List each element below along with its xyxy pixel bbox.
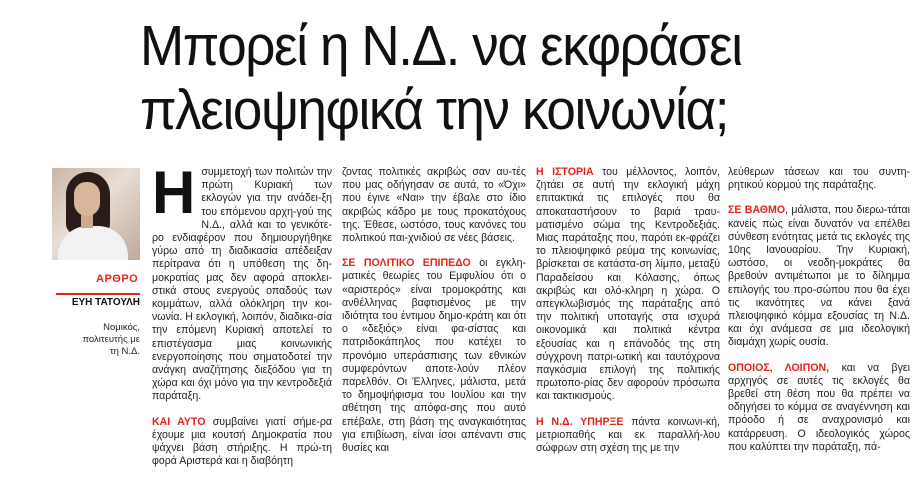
headline-line-1: Μπορεί η Ν.Δ. να εκφράσει — [140, 14, 742, 78]
paragraph: Η ΙΣΤΟΡΙΑ του μέλλοντος, λοιπόν, ζητάει σε αυτή την εκλογική μάχη επιτακτικά τις επιλογές που θα αποκαταστήσουν το βαριά τραυ-ματισμένο σώμα της Κεντροδεξιάς. Μιας παράταξης που, παρότι εκ-φράζει το πλειοψηφικό ρεύμα της κοινωνίας, βρίσκεται σε κατάστα-ση λίμπο, μεταξύ Παραδείσου και Κόλασης, όπως ακριβώς και ολό-κληρη η χώρα. Ο απεγκλωβισμός της παράταξης από την πολιτική υποταγής στα ισχυρά οικονομικά και πολιτικά κέντρα εξουσίας και η επάνοδός της στη σύγχρονη πατρι-ωτική και ταυτόχρονα παγκόσμια επιλογή της πολιτικής πρωτοπο-ρίας δεν αφορούν πρόσωπα και τακτικισμούς. — [536, 166, 720, 403]
paragraph: λεύθερων τάσεων και του συντη-ρητικού κορμού της παράταξης. — [728, 166, 910, 192]
paragraph-lead: ΣΕ ΠΟΛΙΤΙΚΟ ΕΠΙΠΕΔΟ — [342, 257, 471, 270]
article-column-3 — [536, 166, 720, 455]
headline-line-2: πλειοψηφικά την κοινωνία; — [140, 78, 729, 142]
paragraph: Η Ν.Δ. ΥΠΗΡΞΕ πάντα κοινωνι-κή, μετριοπαθής και εκ παραλλή-λου σώφρων στη σχέση της με την — [536, 415, 720, 455]
paragraph-lead: ΚΑΙ ΑΥΤΟ — [152, 415, 206, 428]
paragraph: Ησυμμετοχή των πολιτών την πρώτη Κυριακή των εκλογών για την ανάδει-ξη του επόμενου αρχη-γού της Ν.Δ., αλλά και το γενικότε-ρο ενδιαφέρον που δημιουργήθηκε γύρω από τη διαδικασία απέδειξαν περίτρανα ότι η υπόθεση της δη-μοκρατίας μας δεν αφορά αποκλει-στικά στους ενεργούς οπαδούς των κομμάτων, αλλά ολόκληρη την κοι-νωνία. Η εκλογική, λοιπόν, διαδικα-σία την επόμενη Κυριακή αποτελεί το επιστέγασμα μιας κοινωνικής ενεργοποίησης που σηματοδοτεί την ανάγκη αναζήτησης διεξόδου για τη χώρα και όχι μόνο για την κεντροδεξιά παράταξη. — [152, 159, 332, 403]
article-tag: ΑΡΘΡΟ — [96, 273, 139, 285]
paragraph: ζοντας πολιτικές ακριβώς σαν αυ-τές που μας οδήγησαν σε αυτά, το «Όχι» που έγινε «Ναι» την έβαλε στο ίδιο ακριβώς κάδρο με τους προκατόχους της. Έθεσε, ωστόσο, τους κανόνες του πολιτικού παι-χνιδιού σε νέες βάσεις. — [342, 166, 526, 245]
article-column-2 — [342, 166, 526, 455]
article-column-4 — [728, 166, 910, 454]
author-role: Νομικός, πολιτευτής με τη Ν.Δ. — [82, 322, 140, 357]
author-photo — [52, 168, 140, 260]
paragraph: ΟΠΟΙΟΣ, ΛΟΙΠΟΝ, και να βγει αρχηγός σε αυτές τις εκλογές θα βρεθεί στη θέση που θα πρέπει να οδηγήσει το κόμμα σε αναγέννηση και πρόοδο ή σε αναχρονισμό και κατάρρευση. Ο ιδεολογικός χώρος που καλύπτει την παράταξη, πά- — [728, 361, 910, 453]
paragraph: ΚΑΙ ΑΥΤΟ συμβαίνει γιατί σήμε-ρα έχουμε μια κουτσή Δημοκρατία που ψάχνει βάση στήριξης. Η πρώ-τη φορά Αριστερά και η διαβόητη — [152, 415, 332, 468]
paragraph: ΣΕ ΠΟΛΙΤΙΚΟ ΕΠΙΠΕΔΟ οι εγκλη-ματικές θεωρίες του Εμφυλίου ότι ο «αριστερός» είναι τρομοκράτης και ανθέλληνας βαφτισμένος με την ιδιότητα του έντιμου δημο-κράτη και ότι ο «δεξιός» είναι φα-σίστας και πατριδοκάπηλος που κατέχει το προνόμιο υπεράσπισης των εθνικών συμφερόντων αποτε-λούν πλέον παρελθόν. Οι Έλληνες, μάλιστα, μετά το δημοψήφισμα του Ιουλίου και την αθέτηση της απόφα-σης που αυτό επέβαλε, στη βάση της αναγκαιότητας για επιβίωση, είναι ίσοι απέναντι στις θυσίες και — [342, 257, 526, 455]
article-headline — [140, 14, 856, 142]
paragraph-lead: Η ΙΣΤΟΡΙΑ — [536, 166, 594, 178]
article-column-1 — [152, 159, 332, 468]
paragraph-lead: Η Ν.Δ. ΥΠΗΡΞΕ — [536, 415, 624, 428]
paragraph: ΣΕ ΒΑΘΜΟ, μάλιστα, που διερω-τάται κανείς πώς είναι δυνατόν να επέλθει σύνθεση ενότητας μετά τις εκλογές της 10ης Ιανουαρίου. Την Κυριακή, ωστόσο, οι νεοδη-μοκράτες θα βρεθούν αντιμέτωποι με το δίλημμα επιλογής του προ-σώπου που θα έχει τις ικανότητες να κάνει ξανά πλειοψηφικό κόμμα εξουσίας τη Ν.Δ. και όχι ανάμεσα σε μια ιδεολογική διαμάχη χωρίς ουσία. — [728, 204, 910, 349]
drop-cap: Η — [152, 159, 196, 226]
paragraph-lead: ΣΕ ΒΑΘΜΟ — [728, 204, 786, 217]
author-name: ΕΥΗ ΤΑΤΟΥΛΗ — [56, 293, 140, 308]
paragraph-lead: ΟΠΟΙΟΣ, ΛΟΙΠΟΝ, — [728, 361, 830, 374]
